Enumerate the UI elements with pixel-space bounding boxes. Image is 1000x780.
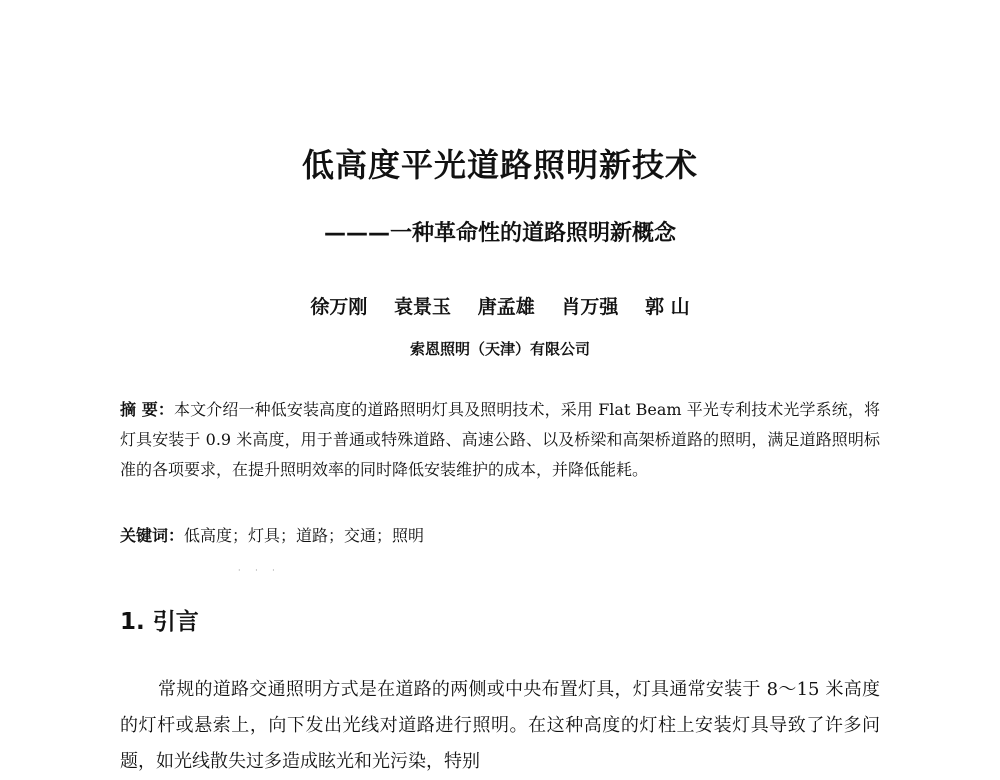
author-name: 唐孟雄: [477, 296, 535, 318]
scan-specks: · · ·: [238, 566, 281, 575]
abstract: [120, 395, 880, 485]
author-name: 袁景玉: [394, 296, 452, 318]
paper-subtitle: ———一种革命性的道路照明新概念: [323, 221, 676, 246]
author-list: [0, 292, 1000, 319]
section-paragraph: 常规的道路交通照明方式是在道路的两侧或中央布置灯具，灯具通常安装于 8～15 米高度的灯杆或悬索上，向下发出光线对道路进行照明。在这种高度的灯柱上安装灯具导致了许多问题，如光线散失过多造成眩光和光污染，特别: [120, 679, 880, 772]
author-name: 郭 山: [644, 296, 690, 318]
abstract-text: 本文介绍一种低安装高度的道路照明灯具及照明技术，采用 Flat Beam 平光专利技术光学系统，将灯具安装于 0.9 米高度，用于普通或特殊道路、高速公路、以及桥梁和高架桥道路的照明，满足道路照明标准的各项要求，在提升照明效率的同时降低安装维护的成本，并降低能耗。: [120, 400, 880, 479]
section-heading: 1. 引言: [120, 609, 199, 635]
keywords-label: 关键词：: [120, 526, 185, 545]
author-name: 肖万强: [561, 296, 619, 318]
keywords: [120, 521, 880, 551]
abstract-label: 摘 要：: [120, 400, 175, 419]
affiliation: 索恩照明（天津）有限公司: [409, 340, 590, 358]
paper-title: 低高度平光道路照明新技术: [301, 146, 698, 184]
author-name: 徐万刚: [310, 296, 368, 318]
keywords-text: 低高度；灯具；道路；交通；照明: [184, 526, 425, 545]
